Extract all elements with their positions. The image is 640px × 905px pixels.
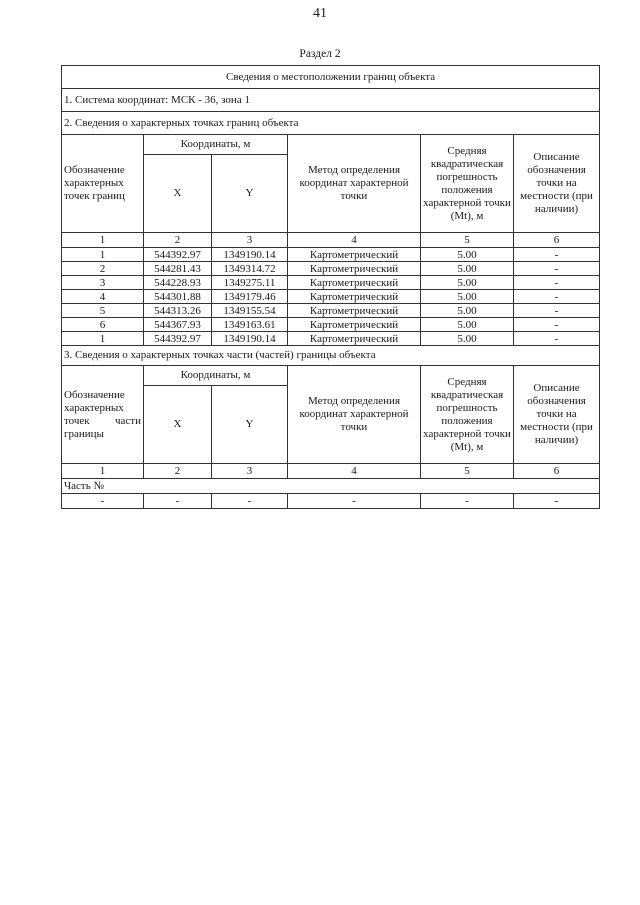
page-number: 41 [313,6,327,21]
point-y: 1349190.14 [212,248,288,262]
point-mt: 5.00 [421,248,514,262]
point-description: - [514,276,600,290]
column-number: 6 [514,233,600,248]
boundaries-table [61,65,600,509]
column-number: 6 [514,464,600,479]
point-y: 1349314.72 [212,262,288,276]
point-method: Картометрический [288,304,421,318]
section1-title: 2. Сведения о характерных точках границ объекта [62,112,600,135]
part-cell: - [421,494,514,509]
part-cell: - [144,494,212,509]
point-x: 544313.26 [144,304,212,318]
part-cell: - [62,494,144,509]
point-method: Картометрический [288,276,421,290]
header-point-designation: Обозначение характерных точек границ [62,135,144,233]
point-x: 544301.88 [144,290,212,304]
part-cell: - [212,494,288,509]
point-y: 1349163.61 [212,318,288,332]
point-description: - [514,318,600,332]
point-method: Картометрический [288,248,421,262]
header-x: X [144,155,212,233]
column-number: 1 [62,233,144,248]
point-mt: 5.00 [421,290,514,304]
point-y: 1349155.54 [212,304,288,318]
header-coordinates: Координаты, м [144,135,288,155]
point-x: 544367.93 [144,318,212,332]
header-y: Y [212,155,288,233]
table-row [62,494,600,509]
point-x: 544392.97 [144,248,212,262]
table-row [62,290,600,304]
point-x: 544228.93 [144,276,212,290]
column-number: 4 [288,464,421,479]
header-method: Метод определения координат характерной точки [288,366,421,464]
coord-system: 1. Система координат: МСК - 36, зона 1 [62,89,600,112]
column-number: 2 [144,233,212,248]
point-number: 3 [62,276,144,290]
point-number: 6 [62,318,144,332]
point-description: - [514,332,600,346]
point-method: Картометрический [288,318,421,332]
table-row [62,304,600,318]
point-x: 544281.43 [144,262,212,276]
point-mt: 5.00 [421,332,514,346]
section-title: Раздел 2 [299,48,341,60]
point-number: 2 [62,262,144,276]
column-number: 5 [421,464,514,479]
point-number: 1 [62,248,144,262]
point-description: - [514,248,600,262]
header-description: Описание обозначения точки на местности (при наличии) [514,135,600,233]
point-method: Картометрический [288,332,421,346]
point-description: - [514,304,600,318]
point-number: 1 [62,332,144,346]
part-label: Часть № [62,479,600,494]
column-number: 1 [62,464,144,479]
header-description: Описание обозначения точки на местности (при наличии) [514,366,600,464]
column-number: 2 [144,464,212,479]
point-number: 5 [62,304,144,318]
header-error: Средняя квадратическая погрешность положения характерной точки (Mt), м [421,135,514,233]
point-mt: 5.00 [421,262,514,276]
point-number: 4 [62,290,144,304]
header-x: X [144,386,212,464]
column-number: 5 [421,233,514,248]
section2-title: 3. Сведения о характерных точках части (частей) границы объекта [62,346,600,366]
header-method: Метод определения координат характерной точки [288,135,421,233]
column-numbers-row [62,464,600,479]
header-error: Средняя квадратическая погрешность положения характерной точки (Mt), м [421,366,514,464]
table-row [62,332,600,346]
point-mt: 5.00 [421,276,514,290]
column-number: 4 [288,233,421,248]
table-row [62,248,600,262]
point-y: 1349190.14 [212,332,288,346]
header-point-designation-part: Обозначение характерных точек части границы [62,366,144,464]
column-numbers-row [62,233,600,248]
header-y: Y [212,386,288,464]
point-method: Картометрический [288,262,421,276]
point-y: 1349275.11 [212,276,288,290]
point-x: 544392.97 [144,332,212,346]
header-coordinates: Координаты, м [144,366,288,386]
table-row [62,318,600,332]
table-row [62,262,600,276]
table-row [62,276,600,290]
point-mt: 5.00 [421,318,514,332]
point-description: - [514,290,600,304]
column-number: 3 [212,233,288,248]
point-description: - [514,262,600,276]
table-title: Сведения о местоположении границ объекта [62,66,600,89]
point-mt: 5.00 [421,304,514,318]
part-cell: - [288,494,421,509]
part-cell: - [514,494,600,509]
point-y: 1349179.46 [212,290,288,304]
column-number: 3 [212,464,288,479]
point-method: Картометрический [288,290,421,304]
